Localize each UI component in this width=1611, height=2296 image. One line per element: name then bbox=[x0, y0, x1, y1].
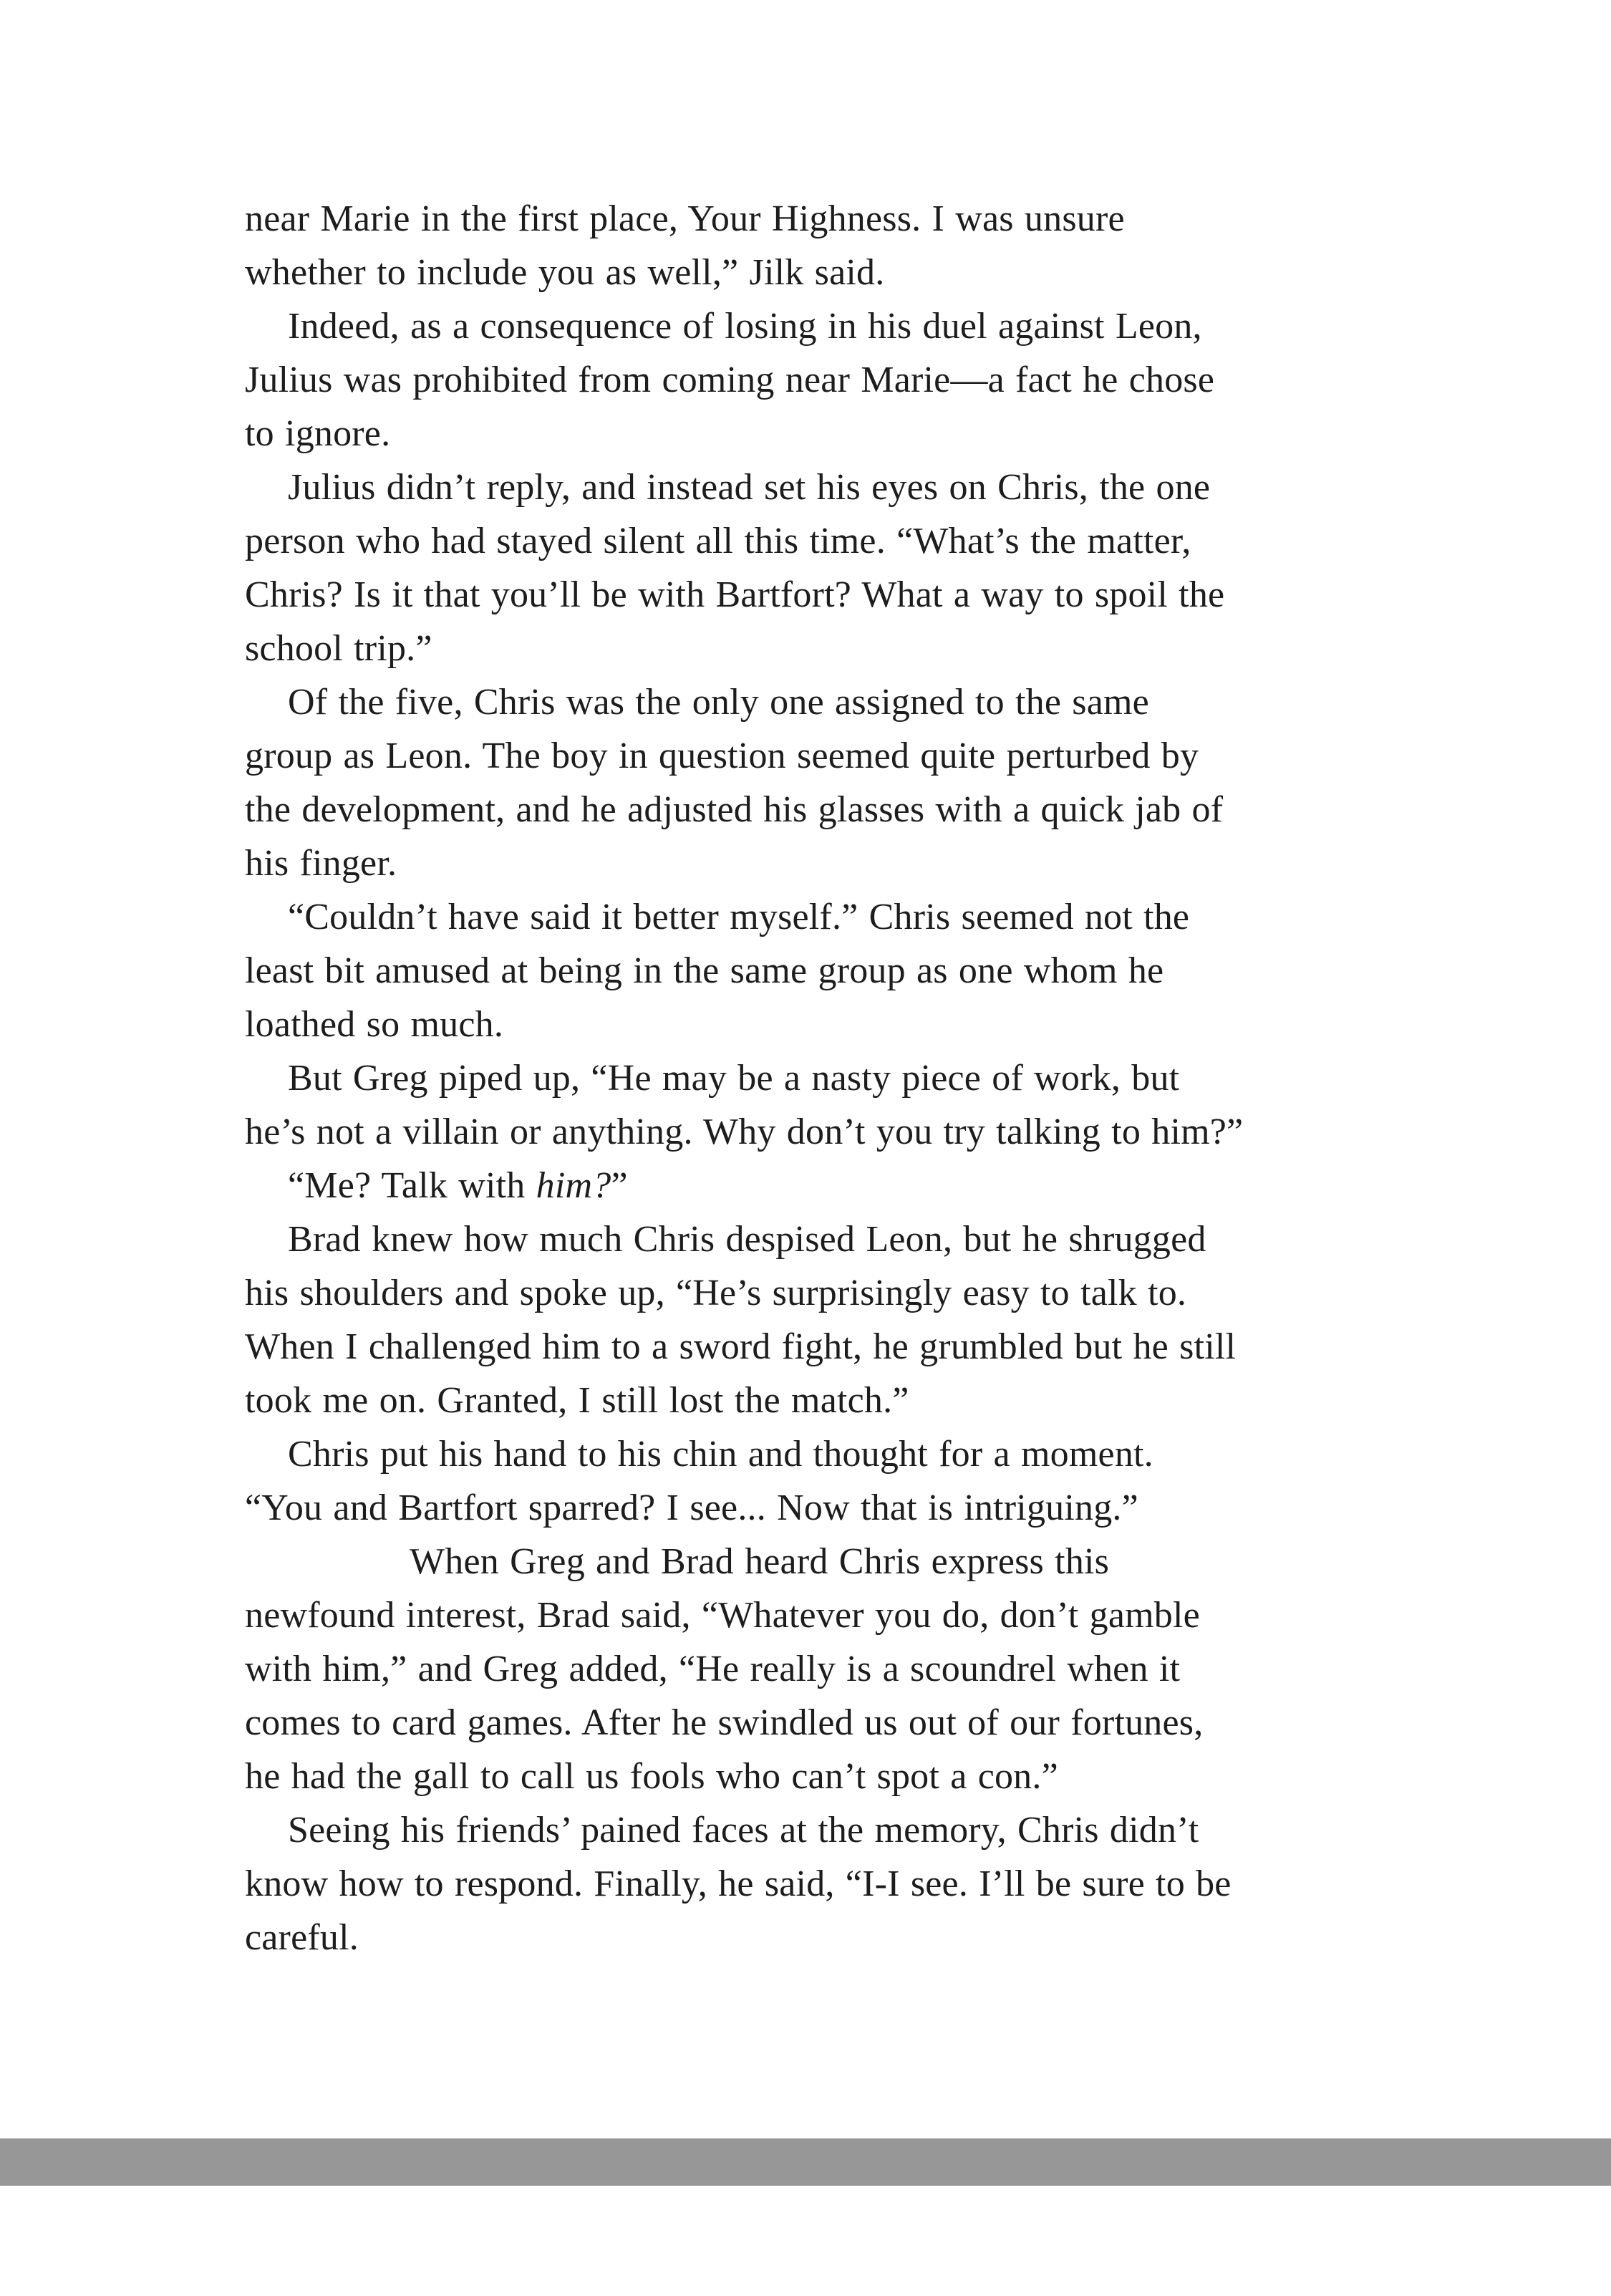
reading-progress-bar[interactable] bbox=[0, 2138, 1611, 2186]
text-line: least bit amused at being in the same group as one whom he bbox=[245, 950, 1164, 991]
text-line: “You and Bartfort sparred? I see... Now that is intriguing.” bbox=[245, 1487, 1138, 1528]
text-line: comes to card games. After he swindled us out of our fortunes, bbox=[245, 1702, 1204, 1743]
text-line: Chris put his hand to his chin and thought for a moment. bbox=[288, 1434, 1153, 1475]
text-line: When I challenged him to a sword fight, he grumbled but he still bbox=[245, 1326, 1237, 1367]
text-line: know how to respond. Finally, he said, “I-I see. I’ll be sure to be bbox=[245, 1863, 1232, 1904]
text-line: Julius was prohibited from coming near Marie—a fact he chose bbox=[245, 360, 1215, 400]
text-line: newfound interest, Brad said, “Whatever you do, don’t gamble bbox=[245, 1595, 1200, 1636]
text-line: he’s not a villain or anything. Why don’t you try talking to him?” bbox=[245, 1111, 1244, 1152]
text-line: Julius didn’t reply, and instead set his eyes on Chris, the one bbox=[288, 467, 1211, 508]
italic-text-segment: him? bbox=[536, 1165, 611, 1206]
text-line: “Couldn’t have said it better myself.” Chris seemed not the bbox=[288, 897, 1190, 937]
text-segment: “Me? Talk with bbox=[288, 1165, 536, 1206]
text-line: Seeing his friends’ pained faces at the memory, Chris didn’t bbox=[288, 1810, 1199, 1851]
text-line: school trip.” bbox=[245, 628, 432, 669]
book-page-text bbox=[245, 192, 1380, 1964]
text-line: he had the gall to call us fools who can’t spot a con.” bbox=[245, 1756, 1058, 1797]
text-line: Of the five, Chris was the only one assigned to the same bbox=[288, 682, 1149, 723]
text-line bbox=[245, 1159, 1380, 1212]
text-line: to ignore. bbox=[245, 413, 391, 454]
text-line: loathed so much. bbox=[245, 1004, 504, 1045]
text-line: near Marie in the first place, Your Highness. I was unsure bbox=[245, 198, 1125, 239]
text-line: But Greg piped up, “He may be a nasty piece of work, but bbox=[288, 1058, 1180, 1099]
text-line: Brad knew how much Chris despised Leon, but he shrugged bbox=[288, 1219, 1206, 1260]
text-line: Chris? Is it that you’ll be with Bartfort? What a way to spoil the bbox=[245, 574, 1225, 615]
text-line: person who had stayed silent all this time. “What’s the matter, bbox=[245, 521, 1191, 561]
text-line: with him,” and Greg added, “He really is a scoundrel when it bbox=[245, 1649, 1181, 1689]
text-line: took me on. Granted, I still lost the match.” bbox=[245, 1380, 909, 1421]
text-line: his shoulders and spoke up, “He’s surprisingly easy to talk to. bbox=[245, 1273, 1187, 1313]
text-segment: ” bbox=[611, 1165, 628, 1206]
text-line: his finger. bbox=[245, 843, 397, 884]
text-line: Indeed, as a consequence of losing in his duel against Leon, bbox=[288, 306, 1202, 347]
text-line: group as Leon. The boy in question seemed quite perturbed by bbox=[245, 735, 1199, 776]
text-line: When Greg and Brad heard Chris express this bbox=[410, 1541, 1110, 1582]
text-line: the development, and he adjusted his glasses with a quick jab of bbox=[245, 789, 1224, 830]
text-line: whether to include you as well,” Jilk said. bbox=[245, 252, 885, 293]
text-line: careful. bbox=[245, 1917, 359, 1958]
